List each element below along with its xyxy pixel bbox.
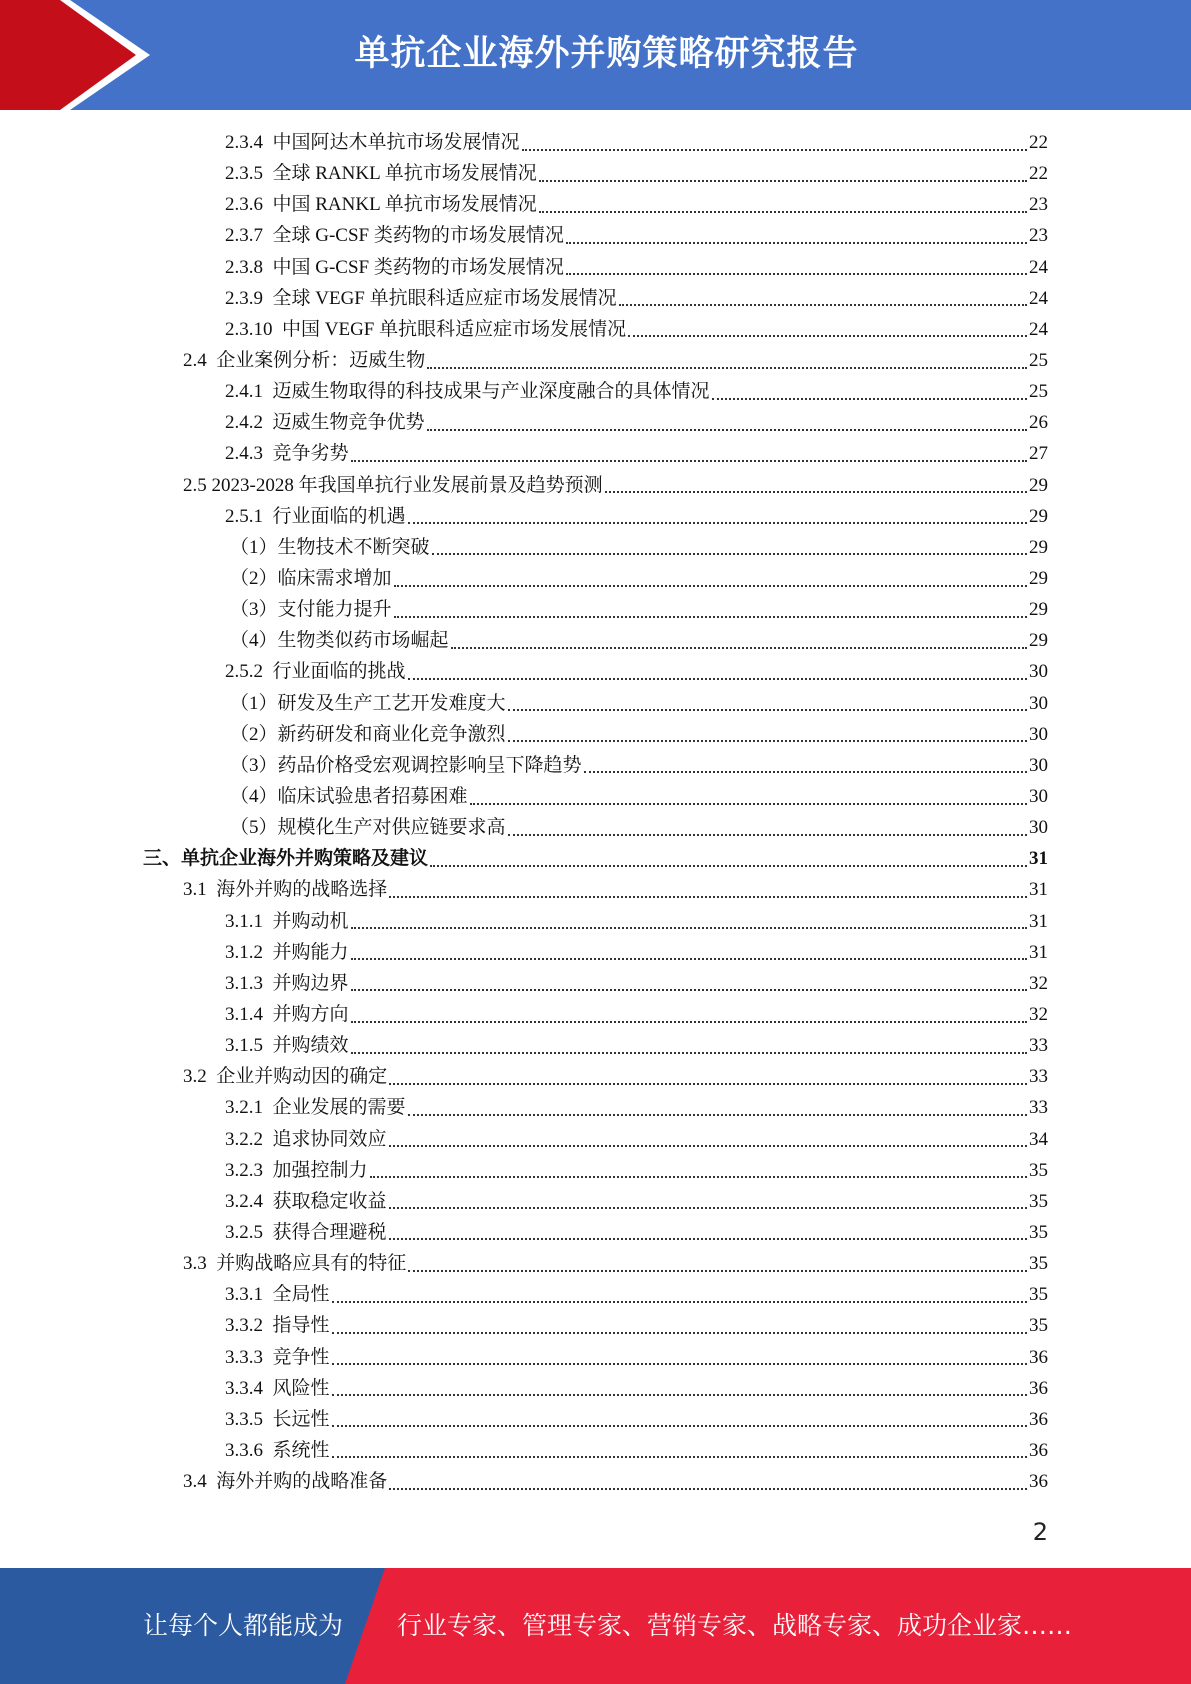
toc-entry-page: 29 <box>1029 474 1048 496</box>
toc-entry-title: （1）生物技术不断突破 <box>230 536 430 558</box>
toc-entry-title: （1）研发及生产工艺开发难度大 <box>230 692 506 714</box>
toc-entry-title: 2.5.1 行业面临的机遇 <box>225 505 406 527</box>
toc-entry-title: 3.3.2 指导性 <box>225 1315 330 1337</box>
toc-entry-page: 29 <box>1029 568 1048 590</box>
toc-dot-leader <box>351 1052 1027 1054</box>
page-footer <box>0 1568 1191 1684</box>
toc-entry[interactable] <box>0 750 1191 781</box>
toc-entry-title: （3）药品价格受宏观调控影响呈下降趋势 <box>230 754 582 776</box>
toc-entry[interactable] <box>0 314 1191 345</box>
toc-entry-page: 31 <box>1029 910 1048 932</box>
toc-entry[interactable] <box>0 1341 1191 1372</box>
toc-entry[interactable] <box>0 1155 1191 1186</box>
toc-entry-title: （2）临床需求增加 <box>230 568 392 590</box>
toc-entry-page: 30 <box>1029 692 1048 714</box>
toc-entry-title: （5）规模化生产对供应链要求高 <box>230 817 506 839</box>
toc-entry[interactable] <box>0 345 1191 376</box>
toc-entry[interactable] <box>0 1030 1191 1061</box>
toc-dot-leader <box>332 1394 1027 1396</box>
toc-entry-page: 31 <box>1029 848 1048 870</box>
toc-entry[interactable] <box>0 874 1191 905</box>
toc-dot-leader <box>566 273 1027 275</box>
toc-entry[interactable] <box>0 1186 1191 1217</box>
toc-entry-title: 2.5 2023-2028 年我国单抗行业发展前景及趋势预测 <box>183 474 603 496</box>
toc-entry-title: 3.2.1 企业发展的需要 <box>225 1097 406 1119</box>
toc-dot-leader <box>389 1083 1027 1085</box>
toc-entry[interactable] <box>0 1435 1191 1466</box>
toc-entry-page: 29 <box>1029 505 1048 527</box>
toc-entry-title: 2.4.3 竞争劣势 <box>225 443 349 465</box>
toc-dot-leader <box>451 647 1027 649</box>
toc-entry[interactable] <box>0 1061 1191 1092</box>
toc-dot-leader <box>430 865 1027 867</box>
toc-entry-title: 3.1 海外并购的战略选择 <box>183 879 388 901</box>
toc-dot-leader <box>351 989 1027 991</box>
toc-entry-page: 24 <box>1029 287 1048 309</box>
toc-entry-page: 31 <box>1029 941 1048 963</box>
document-title: 单抗企业海外并购策略研究报告 <box>354 34 859 74</box>
toc-entry[interactable] <box>0 656 1191 687</box>
toc-entry[interactable] <box>0 1310 1191 1341</box>
toc-entry-page: 35 <box>1029 1284 1048 1306</box>
toc-entry[interactable] <box>0 501 1191 532</box>
toc-entry-title: 三、单抗企业海外并购策略及建议 <box>143 848 429 870</box>
toc-entry-page: 29 <box>1029 536 1048 558</box>
toc-entry-page: 32 <box>1029 1004 1048 1025</box>
toc-entry-title: 3.3.6 系统性 <box>225 1439 330 1461</box>
toc-entry[interactable] <box>0 906 1191 937</box>
toc-entry-page: 36 <box>1029 1439 1048 1461</box>
toc-dot-leader <box>539 211 1027 213</box>
toc-dot-leader <box>566 242 1027 244</box>
toc-dot-leader <box>370 1176 1027 1178</box>
toc-entry-page: 33 <box>1029 1097 1048 1119</box>
toc-entry-page: 35 <box>1029 1221 1048 1243</box>
toc-entry[interactable] <box>0 594 1191 625</box>
toc-dot-leader <box>427 429 1027 431</box>
toc-entry-page: 24 <box>1029 318 1048 340</box>
toc-entry-title: 3.1.3 并购边界 <box>225 972 349 994</box>
toc-entry-title: 2.3.7 全球 G-CSF 类药物的市场发展情况 <box>225 225 564 247</box>
toc-entry-title: 3.1.5 并购绩效 <box>225 1035 349 1057</box>
toc-dot-leader <box>508 740 1027 742</box>
toc-entry-title: 2.4 企业案例分析：迈威生物 <box>183 350 426 372</box>
toc-entry[interactable] <box>0 220 1191 251</box>
toc-entry-page: 30 <box>1029 723 1048 745</box>
toc-dot-leader <box>389 1488 1027 1490</box>
toc-entry-page: 25 <box>1029 350 1048 372</box>
toc-entry[interactable] <box>0 688 1191 719</box>
footer-slogan-left: 让每个人都能成为 <box>143 1611 344 1640</box>
toc-entry-title: 2.3.9 全球 VEGF 单抗眼科适应症市场发展情况 <box>225 287 617 309</box>
toc-entry[interactable] <box>0 283 1191 314</box>
toc-entry-page: 29 <box>1029 599 1048 621</box>
toc-entry-title: 3.4 海外并购的战略准备 <box>183 1471 388 1493</box>
toc-entry-page: 33 <box>1029 1035 1048 1057</box>
toc-entry-page: 32 <box>1029 972 1048 994</box>
toc-dot-leader <box>432 553 1027 555</box>
toc-entry[interactable] <box>0 1124 1191 1155</box>
toc-entry-page: 24 <box>1029 256 1048 278</box>
toc-entry[interactable] <box>0 532 1191 563</box>
toc-dot-leader <box>332 1363 1027 1365</box>
page-header <box>0 0 1191 110</box>
toc-dot-leader <box>605 491 1027 493</box>
toc-entry-page: 35 <box>1029 1253 1048 1275</box>
toc-entry-page: 26 <box>1029 412 1048 434</box>
toc-dot-leader <box>389 1207 1027 1209</box>
toc-entry-title: 3.1.4 并购方向 <box>225 1004 349 1025</box>
toc-dot-leader <box>389 1238 1027 1240</box>
toc-entry-page: 36 <box>1029 1377 1048 1399</box>
toc-entry-title: 3.1.2 并购能力 <box>225 941 349 963</box>
toc-entry-title: 3.2.2 追求协同效应 <box>225 1128 387 1150</box>
page-number: 2 <box>1032 1518 1048 1546</box>
toc-dot-leader <box>408 678 1027 680</box>
toc-entry-page: 31 <box>1029 879 1048 901</box>
toc-entry-page: 36 <box>1029 1346 1048 1368</box>
toc-entry[interactable] <box>0 1248 1191 1279</box>
toc-entry[interactable] <box>0 719 1191 750</box>
toc-entry[interactable] <box>0 1279 1191 1310</box>
toc-entry-page: 30 <box>1029 786 1048 808</box>
toc-entry-title: 3.3 并购战略应具有的特征 <box>183 1253 407 1275</box>
toc-entry-page: 23 <box>1029 225 1048 247</box>
toc-entry-title: 3.2.4 获取稳定收益 <box>225 1190 387 1212</box>
toc-entry-page: 36 <box>1029 1471 1048 1493</box>
toc-entry[interactable] <box>0 1466 1191 1497</box>
toc-entry[interactable] <box>0 968 1191 999</box>
toc-dot-leader <box>508 834 1027 836</box>
toc-entry[interactable] <box>0 376 1191 407</box>
toc-dot-leader <box>351 1021 1027 1023</box>
toc-entry-title: （2）新药研发和商业化竞争激烈 <box>230 723 506 745</box>
toc-entry[interactable] <box>0 843 1191 874</box>
toc-entry-title: 2.3.6 中国 RANKL 单抗市场发展情况 <box>225 194 537 216</box>
toc-entry-page: 36 <box>1029 1408 1048 1430</box>
toc-entry-page: 30 <box>1029 661 1048 683</box>
toc-entry-page: 27 <box>1029 443 1048 465</box>
toc-entry-page: 29 <box>1029 630 1048 652</box>
toc-dot-leader <box>584 771 1027 773</box>
toc-dot-leader <box>508 709 1027 711</box>
toc-dot-leader <box>351 927 1027 929</box>
toc-entry-title: 2.3.10 中国 VEGF 单抗眼科适应症市场发展情况 <box>225 318 627 340</box>
toc-dot-leader <box>332 1456 1027 1458</box>
toc-entry[interactable] <box>0 1373 1191 1404</box>
toc-dot-leader <box>332 1301 1027 1303</box>
toc-dot-leader <box>427 367 1027 369</box>
toc-dot-leader <box>394 585 1027 587</box>
toc-dot-leader <box>332 1425 1027 1427</box>
toc-entry-title: 3.3.5 长远性 <box>225 1408 330 1430</box>
toc-entry-title: 2.3.5 全球 RANKL 单抗市场发展情况 <box>225 163 537 185</box>
toc-entry-page: 22 <box>1029 163 1048 185</box>
toc-dot-leader <box>394 616 1027 618</box>
toc-dot-leader <box>332 1332 1027 1334</box>
toc-dot-leader <box>619 304 1027 306</box>
toc-entry-title: 2.5.2 行业面临的挑战 <box>225 661 406 683</box>
toc-entry-page: 25 <box>1029 381 1048 403</box>
toc-entry-page: 30 <box>1029 754 1048 776</box>
toc-entry-title: 2.4.2 迈威生物竞争优势 <box>225 412 425 434</box>
toc-entry[interactable] <box>0 937 1191 968</box>
toc-entry-title: 3.3.3 竞争性 <box>225 1346 330 1368</box>
toc-dot-leader <box>408 1270 1027 1272</box>
table-of-contents <box>0 127 1191 1497</box>
toc-dot-leader <box>389 896 1027 898</box>
toc-dot-leader <box>408 1114 1027 1116</box>
toc-entry-page: 30 <box>1029 817 1048 839</box>
toc-entry[interactable] <box>0 438 1191 469</box>
toc-dot-leader <box>712 398 1027 400</box>
toc-dot-leader <box>408 522 1027 524</box>
toc-entry-title: 2.4.1 迈威生物取得的科技成果与产业深度融合的具体情况 <box>225 381 710 403</box>
toc-entry-title: （3）支付能力提升 <box>230 599 392 621</box>
toc-entry-title: 2.3.4 中国阿达木单抗市场发展情况 <box>225 132 520 154</box>
toc-entry[interactable] <box>0 407 1191 438</box>
toc-entry[interactable] <box>0 1092 1191 1123</box>
toc-entry[interactable] <box>0 781 1191 812</box>
toc-entry[interactable] <box>0 127 1191 158</box>
toc-entry-title: 2.3.8 中国 G-CSF 类药物的市场发展情况 <box>225 256 564 278</box>
toc-dot-leader <box>389 1145 1027 1147</box>
toc-dot-leader <box>351 460 1027 462</box>
toc-entry[interactable] <box>0 1217 1191 1248</box>
toc-entry-page: 35 <box>1029 1190 1048 1212</box>
toc-entry-title: 3.3.4 风险性 <box>225 1377 330 1399</box>
toc-dot-leader <box>628 335 1027 337</box>
toc-entry-title: （4）临床试验患者招募困难 <box>230 786 468 808</box>
toc-entry-page: 23 <box>1029 194 1048 216</box>
toc-dot-leader <box>351 958 1027 960</box>
toc-entry[interactable] <box>0 189 1191 220</box>
toc-entry-page: 34 <box>1029 1128 1048 1150</box>
footer-slogan-right: 行业专家、管理专家、营销专家、战略专家、成功企业家…… <box>397 1611 1073 1640</box>
toc-entry-page: 33 <box>1029 1066 1048 1088</box>
toc-entry-title: 3.2.3 加强控制力 <box>225 1159 368 1181</box>
toc-dot-leader <box>470 803 1027 805</box>
toc-entry-title: 3.2.5 获得合理避税 <box>225 1221 387 1243</box>
toc-entry-title: 3.2 企业并购动因的确定 <box>183 1066 388 1088</box>
toc-entry[interactable] <box>0 999 1191 1030</box>
toc-entry[interactable] <box>0 625 1191 656</box>
toc-entry-title: 3.1.1 并购动机 <box>225 910 349 932</box>
toc-entry[interactable] <box>0 158 1191 189</box>
toc-dot-leader <box>539 180 1027 182</box>
toc-entry-page: 35 <box>1029 1315 1048 1337</box>
toc-entry[interactable] <box>0 1404 1191 1435</box>
toc-dot-leader <box>522 149 1027 151</box>
toc-entry[interactable] <box>0 563 1191 594</box>
toc-entry[interactable] <box>0 470 1191 501</box>
toc-entry[interactable] <box>0 812 1191 843</box>
toc-entry-title: （4）生物类似药市场崛起 <box>230 630 449 652</box>
toc-entry[interactable] <box>0 252 1191 283</box>
toc-entry-page: 35 <box>1029 1159 1048 1181</box>
toc-entry-title: 3.3.1 全局性 <box>225 1284 330 1306</box>
toc-entry-page: 22 <box>1029 132 1048 154</box>
